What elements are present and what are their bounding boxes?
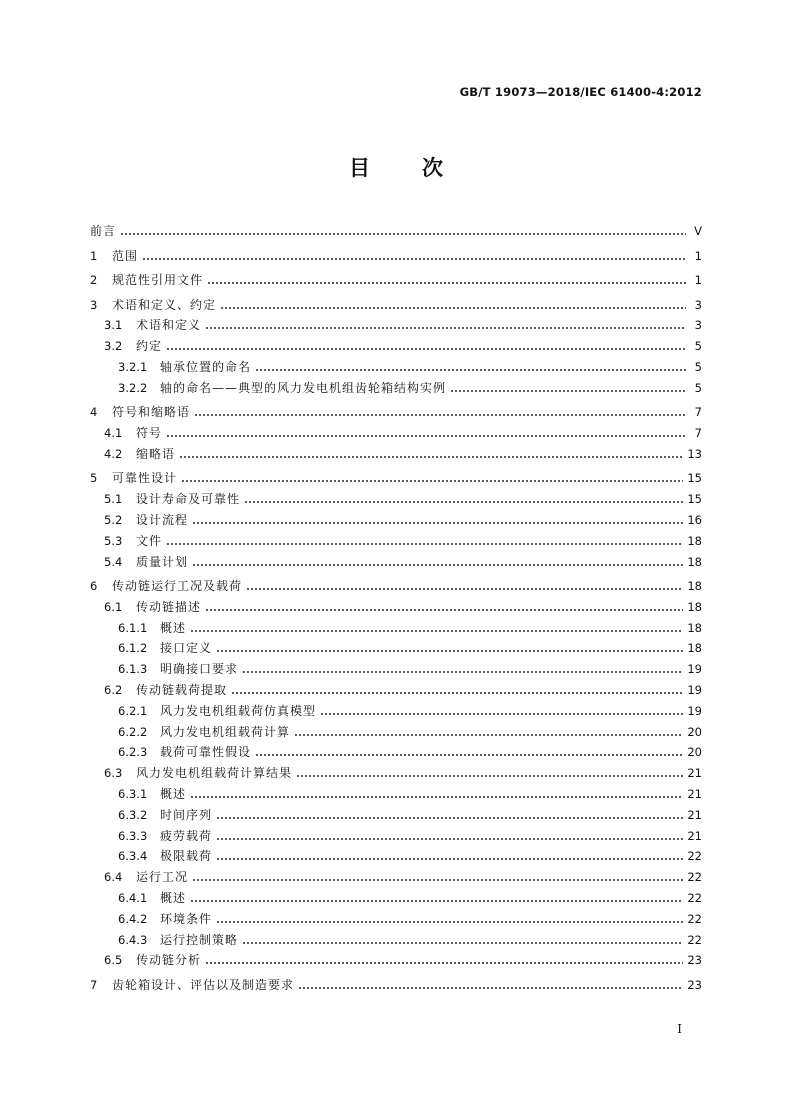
toc-entry-number: 6.5 — [104, 953, 123, 968]
toc-entry-label: 风力发电机组载荷计算结果 — [136, 766, 293, 781]
toc-leader-dots — [242, 942, 683, 944]
toc-leader-dots — [216, 858, 683, 860]
toc-entry-number: 6.4.2 — [118, 911, 148, 926]
toc-leader-dots — [190, 630, 683, 632]
toc-entry-number: 6.4.3 — [118, 932, 148, 947]
toc-entry-label: 齿轮箱设计、评估以及制造要求 — [112, 977, 295, 992]
toc-entry-label: 风力发电机组载荷仿真模型 — [160, 703, 317, 718]
toc-entry-page: 23 — [687, 953, 702, 968]
toc-entry[interactable] — [90, 948, 702, 968]
toc-entry-page: 5 — [694, 339, 702, 354]
toc-entry[interactable] — [90, 678, 702, 698]
toc-entry-number: 3.1 — [104, 318, 123, 333]
toc-entry-page: 19 — [687, 662, 702, 677]
toc-entry-page: 16 — [687, 512, 702, 527]
toc-leader-dots — [298, 987, 683, 989]
toc-entry[interactable] — [90, 219, 702, 239]
toc-entry[interactable] — [90, 595, 702, 615]
toc-entry-page: 20 — [687, 745, 702, 760]
toc-entry-label: 符号和缩略语 — [112, 405, 191, 420]
toc-leader-dots — [205, 327, 686, 329]
toc-leader-dots — [450, 390, 686, 392]
toc-leader-dots — [205, 609, 683, 611]
toc-entry[interactable] — [90, 973, 702, 993]
toc-entry-number: 3 — [90, 297, 98, 312]
toc-entry[interactable] — [90, 886, 702, 906]
toc-leader-dots — [181, 480, 683, 482]
toc-entry-label: 缩略语 — [136, 446, 176, 461]
toc-entry-number: 5.3 — [104, 533, 123, 548]
toc-entry-label: 范围 — [112, 248, 139, 263]
toc-entry-number: 4.1 — [104, 426, 123, 440]
toc-entry[interactable] — [90, 574, 702, 594]
toc-entry[interactable] — [90, 636, 702, 656]
toc-entry-label: 载荷可靠性假设 — [160, 745, 252, 760]
toc-leader-dots — [244, 501, 683, 503]
toc-entry-page: 21 — [687, 828, 702, 843]
toc-entry-number: 6.2.3 — [118, 745, 148, 760]
toc-entry-label: 传动链载荷提取 — [136, 683, 228, 697]
toc-entry-page: 3 — [694, 318, 702, 333]
toc-entry[interactable] — [90, 740, 702, 760]
toc-entry-label: 符号 — [136, 426, 163, 440]
toc-entry-label: 疲劳载荷 — [160, 828, 213, 843]
toc-entry[interactable] — [90, 268, 702, 288]
toc-entry-label: 术语和定义 — [136, 318, 202, 333]
toc-entry[interactable] — [90, 928, 702, 948]
toc-entry-label: 前言 — [90, 224, 117, 238]
toc-leader-dots — [216, 838, 683, 840]
toc-leader-dots — [255, 369, 686, 371]
toc-entry-number: 4 — [90, 405, 98, 420]
toc-entry-number: 6.4.1 — [118, 891, 148, 905]
toc-entry[interactable] — [90, 334, 702, 354]
toc-entry-page: 19 — [687, 683, 702, 697]
toc-entry-number: 6.1 — [104, 599, 123, 614]
toc-entry-label: 轴的命名——典型的风力发电机组齿轮箱结构实例 — [160, 380, 447, 395]
toc-entry-label: 设计流程 — [136, 512, 189, 527]
toc-entry-page: 21 — [687, 766, 702, 781]
toc-leader-dots — [242, 671, 683, 673]
toc-entry[interactable] — [90, 293, 702, 313]
toc-entry[interactable] — [90, 616, 702, 636]
toc-entry[interactable] — [90, 355, 702, 375]
toc-entry-page: 19 — [687, 703, 702, 718]
toc-entry-page: V — [694, 224, 702, 238]
toc-leader-dots — [166, 348, 686, 350]
toc-entry-number: 6.2.1 — [118, 703, 148, 718]
toc-entry-label: 质量计划 — [136, 554, 189, 569]
toc-entry-label: 设计寿命及可靠性 — [136, 492, 241, 507]
toc-entry-page: 18 — [687, 641, 702, 656]
toc-entry-label: 环境条件 — [160, 911, 213, 926]
toc-leader-dots — [216, 921, 683, 923]
toc-entry-number: 5 — [90, 471, 98, 486]
toc-entry-label: 概述 — [160, 787, 187, 801]
toc-entry-page: 21 — [687, 807, 702, 822]
toc-entry-number: 6.4 — [104, 870, 123, 885]
toc-leader-dots — [205, 962, 683, 964]
toc-entry-page: 15 — [687, 471, 702, 486]
toc-entry-number: 5.4 — [104, 554, 123, 569]
toc-entry-number: 3.2.2 — [118, 380, 148, 395]
toc-entry-page: 20 — [687, 724, 702, 739]
toc-entry-page: 5 — [694, 380, 702, 395]
toc-entry[interactable] — [90, 529, 702, 549]
toc-leader-dots — [216, 650, 683, 652]
toc-entry-label: 时间序列 — [160, 807, 213, 822]
toc-entry[interactable] — [90, 244, 702, 264]
toc-leader-dots — [296, 775, 683, 777]
toc-leader-dots — [320, 713, 683, 715]
toc-entry[interactable] — [90, 844, 702, 864]
toc-entry-page: 1 — [694, 248, 702, 263]
toc-entry[interactable] — [90, 550, 702, 570]
toc-leader-dots — [255, 754, 683, 756]
toc-entry[interactable] — [90, 803, 702, 823]
toc-entry[interactable] — [90, 487, 702, 507]
toc-leader-dots — [190, 796, 683, 798]
toc-entry-page: 22 — [687, 932, 702, 947]
toc-entry-page: 7 — [694, 405, 702, 420]
toc-entry-label: 概述 — [160, 620, 187, 635]
toc-entry-label: 风力发电机组载荷计算 — [160, 724, 291, 739]
toc-entry-number: 5.2 — [104, 512, 123, 527]
toc-entry-page: 21 — [687, 787, 702, 801]
toc-leader-dots — [142, 258, 686, 260]
toc-entry[interactable] — [90, 466, 702, 486]
toc-entry[interactable] — [90, 824, 702, 844]
toc-leader-dots — [246, 588, 683, 590]
toc-leader-dots — [166, 435, 686, 437]
toc-leader-dots — [192, 879, 683, 881]
toc-entry-page: 3 — [694, 297, 702, 312]
toc-entry-label: 概述 — [160, 891, 187, 905]
toc-leader-dots — [120, 233, 686, 235]
toc-entry-label: 文件 — [136, 533, 163, 548]
toc-entry-number: 2 — [90, 273, 98, 287]
toc-entry-number: 6.1.3 — [118, 662, 148, 677]
toc-entry-page: 23 — [687, 977, 702, 992]
toc-entry-number: 4.2 — [104, 446, 123, 461]
table-of-contents — [90, 0, 702, 1020]
toc-entry[interactable] — [90, 421, 702, 441]
toc-entry-page: 22 — [687, 891, 702, 905]
toc-entry-number: 6.3.1 — [118, 787, 148, 801]
toc-entry[interactable] — [90, 657, 702, 677]
toc-entry-label: 传动链分析 — [136, 953, 202, 968]
toc-leader-dots — [231, 692, 683, 694]
toc-entry-label: 规范性引用文件 — [112, 273, 204, 287]
toc-leader-dots — [192, 564, 683, 566]
title-char-left: 目 — [349, 156, 370, 180]
toc-entry-number: 3.2 — [104, 339, 123, 354]
toc-entry-label: 约定 — [136, 339, 163, 354]
toc-entry-label: 传动链描述 — [136, 599, 202, 614]
toc-leader-dots — [190, 900, 683, 902]
toc-entry-page: 13 — [687, 446, 702, 461]
toc-entry-number: 3.2.1 — [118, 359, 148, 374]
toc-entry-number: 6.3.3 — [118, 828, 148, 843]
toc-entry-page: 22 — [687, 911, 702, 926]
toc-entry-number: 6.1.1 — [118, 620, 148, 635]
toc-entry-label: 轴承位置的命名 — [160, 359, 252, 374]
toc-entry-page: 1 — [694, 273, 702, 287]
toc-entry-label: 传动链运行工况及载荷 — [112, 579, 243, 593]
toc-entry-page: 22 — [687, 870, 702, 885]
toc-entry-label: 术语和定义、约定 — [112, 297, 217, 312]
toc-entry[interactable] — [90, 313, 702, 333]
toc-leader-dots — [207, 282, 686, 284]
toc-entry[interactable] — [90, 782, 702, 802]
toc-entry-page: 22 — [687, 849, 702, 864]
toc-entry-number: 6.2.2 — [118, 724, 148, 739]
toc-leader-dots — [194, 414, 686, 416]
toc-leader-dots — [166, 543, 683, 545]
toc-entry-label: 极限载荷 — [160, 849, 213, 864]
toc-entry-number: 5.1 — [104, 492, 123, 507]
toc-entry-page: 18 — [687, 554, 702, 569]
page-folio: I — [677, 1022, 682, 1036]
document-number: GB/T 19073—2018/IEC 61400-4:2012 — [459, 85, 702, 99]
toc-entry-page: 7 — [694, 426, 702, 440]
toc-leader-dots — [294, 734, 683, 736]
toc-entry-number: 6.3.4 — [118, 849, 148, 864]
toc-entry[interactable] — [90, 508, 702, 528]
toc-entry-label: 明确接口要求 — [160, 662, 239, 677]
toc-entry-number: 1 — [90, 248, 98, 263]
toc-entry-number: 6.3 — [104, 766, 123, 781]
toc-entry-page: 18 — [687, 533, 702, 548]
title-char-right: 次 — [422, 156, 443, 180]
toc-entry-number: 6.1.2 — [118, 641, 148, 656]
toc-entry[interactable] — [90, 761, 702, 781]
toc-entry-number: 6 — [90, 579, 98, 593]
toc-entry-page: 18 — [687, 620, 702, 635]
toc-leader-dots — [216, 817, 683, 819]
toc-leader-dots — [179, 456, 683, 458]
toc-entry[interactable] — [90, 442, 702, 462]
toc-entry-number: 6.3.2 — [118, 807, 148, 822]
toc-leader-dots — [220, 307, 686, 309]
toc-entry-number: 6.2 — [104, 683, 123, 697]
toc-entry[interactable] — [90, 699, 702, 719]
toc-entry[interactable] — [90, 720, 702, 740]
toc-entry-page: 5 — [694, 359, 702, 374]
toc-entry-page: 18 — [687, 579, 702, 593]
toc-entry-label: 运行工况 — [136, 870, 189, 885]
toc-leader-dots — [192, 522, 683, 524]
toc-entry[interactable] — [90, 865, 702, 885]
toc-entry-page: 18 — [687, 599, 702, 614]
toc-entry[interactable] — [90, 376, 702, 396]
toc-entry-label: 运行控制策略 — [160, 932, 239, 947]
toc-entry-label: 可靠性设计 — [112, 471, 178, 486]
toc-entry-label: 接口定义 — [160, 641, 213, 656]
toc-entry-number: 7 — [90, 977, 98, 992]
toc-entry[interactable] — [90, 400, 702, 420]
toc-entry[interactable] — [90, 907, 702, 927]
toc-entry-page: 15 — [687, 492, 702, 507]
